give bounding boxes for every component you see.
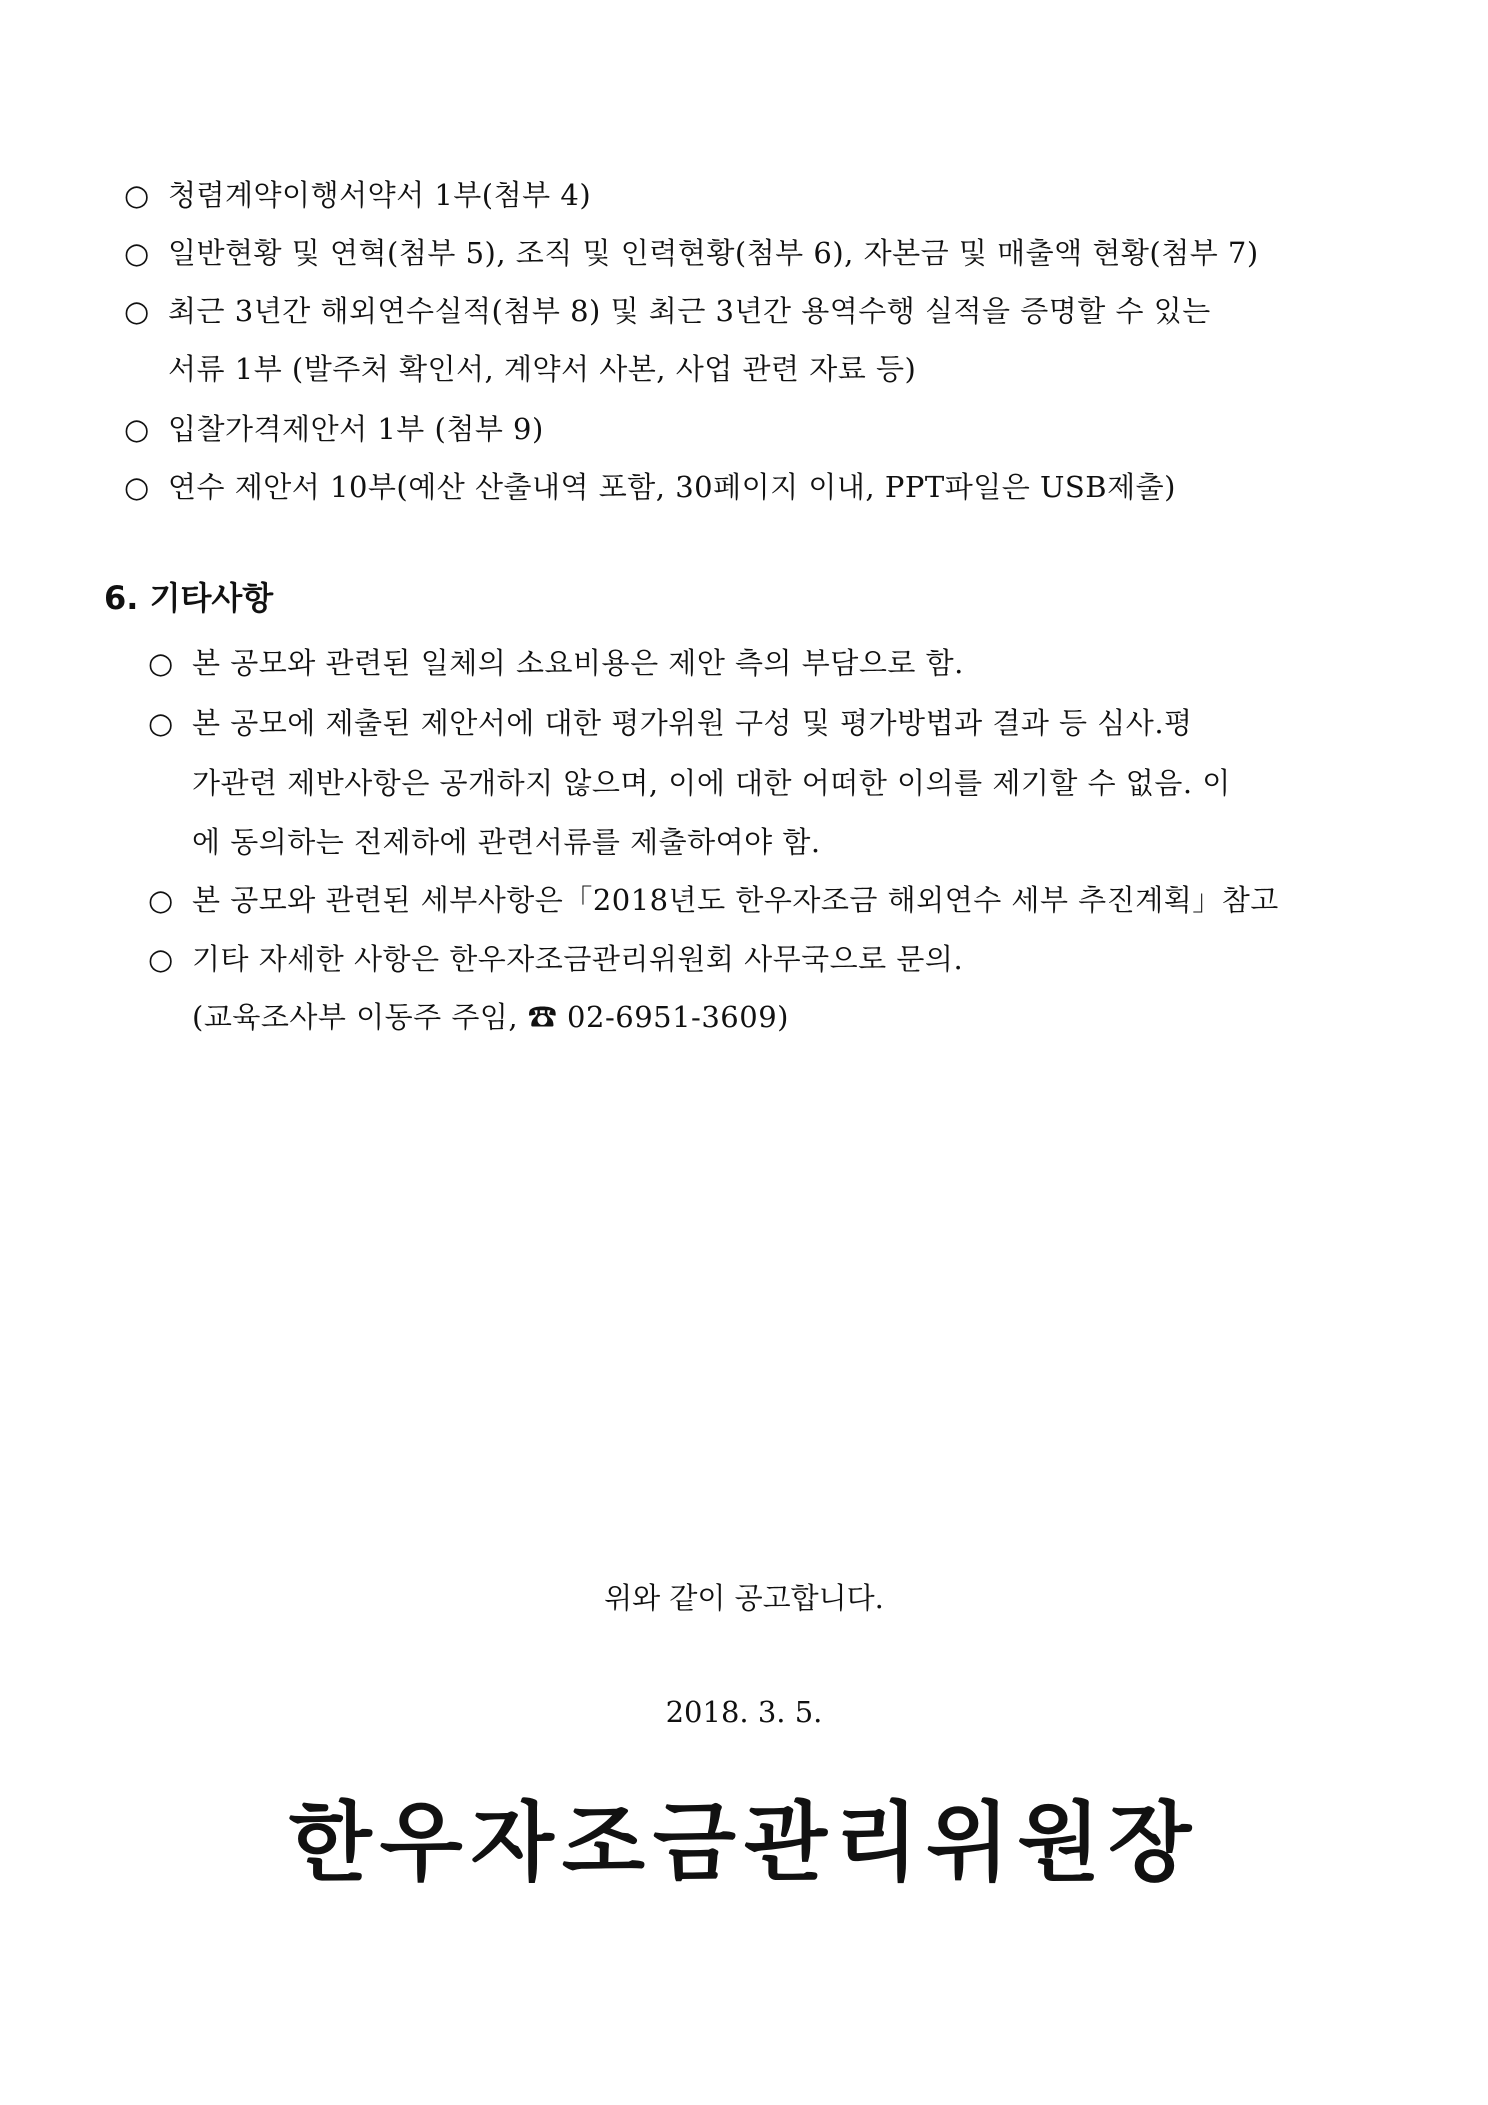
contact-line: (교육조사부 이동주 주임, ☎ 02-6951-3609) (192, 1000, 789, 1034)
section-item-continuation: 가관련 제반사항은 공개하지 않으며, 이에 대한 어떠한 이의를 제기할 수 없음. 이 (192, 766, 1231, 800)
circle-bullet-icon: ○ (148, 942, 174, 976)
document-item: ○ 최근 3년간 해외연수실적(첨부 8) 및 최근 3년간 용역수행 실적을 증명할 수 있는 (124, 291, 1211, 331)
circle-bullet-icon: ○ (148, 706, 174, 740)
document-item: ○ 청렴계약이행서약서 1부(첨부 4) (124, 175, 591, 215)
section-item: ○ 본 공모에 제출된 제안서에 대한 평가위원 구성 및 평가방법과 결과 등 심사.평 (148, 703, 1193, 743)
document-item: ○ 연수 제안서 10부(예산 산출내역 포함, 30페이지 이내, PPT파일은 USB제출) (124, 467, 1176, 507)
document-item-continuation: 서류 1부 (발주처 확인서, 계약서 사본, 사업 관련 자료 등) (168, 352, 917, 386)
circle-bullet-icon: ○ (124, 470, 150, 504)
section-item: ○ 기타 자세한 사항은 한우자조금관리위원회 사무국으로 문의. (148, 939, 963, 979)
announcement-date: 2018. 3. 5. (665, 1695, 823, 1729)
document-item: ○ 입찰가격제안서 1부 (첨부 9) (124, 409, 544, 449)
circle-bullet-icon: ○ (124, 294, 150, 328)
document-item: ○ 일반현황 및 연혁(첨부 5), 조직 및 인력현황(첨부 6), 자본금 및 매출액 현황(첨부 7) (124, 233, 1259, 273)
issuer-signature: 한우자조금관리위원장 (288, 1793, 1200, 1893)
closing-statement: 위와 같이 공고합니다. (604, 1581, 884, 1615)
circle-bullet-icon: ○ (148, 646, 174, 680)
circle-bullet-icon: ○ (124, 236, 150, 270)
circle-bullet-icon: ○ (148, 883, 174, 917)
section-item: ○ 본 공모와 관련된 세부사항은「2018년도 한우자조금 해외연수 세부 추진계획」참고 (148, 880, 1279, 920)
circle-bullet-icon: ○ (124, 178, 150, 212)
section-item-continuation: 에 동의하는 전제하에 관련서류를 제출하여야 함. (192, 825, 821, 859)
section-item: ○ 본 공모와 관련된 일체의 소요비용은 제안 측의 부담으로 함. (148, 643, 964, 683)
section-heading: 6. 기타사항 (104, 579, 274, 617)
circle-bullet-icon: ○ (124, 412, 150, 446)
